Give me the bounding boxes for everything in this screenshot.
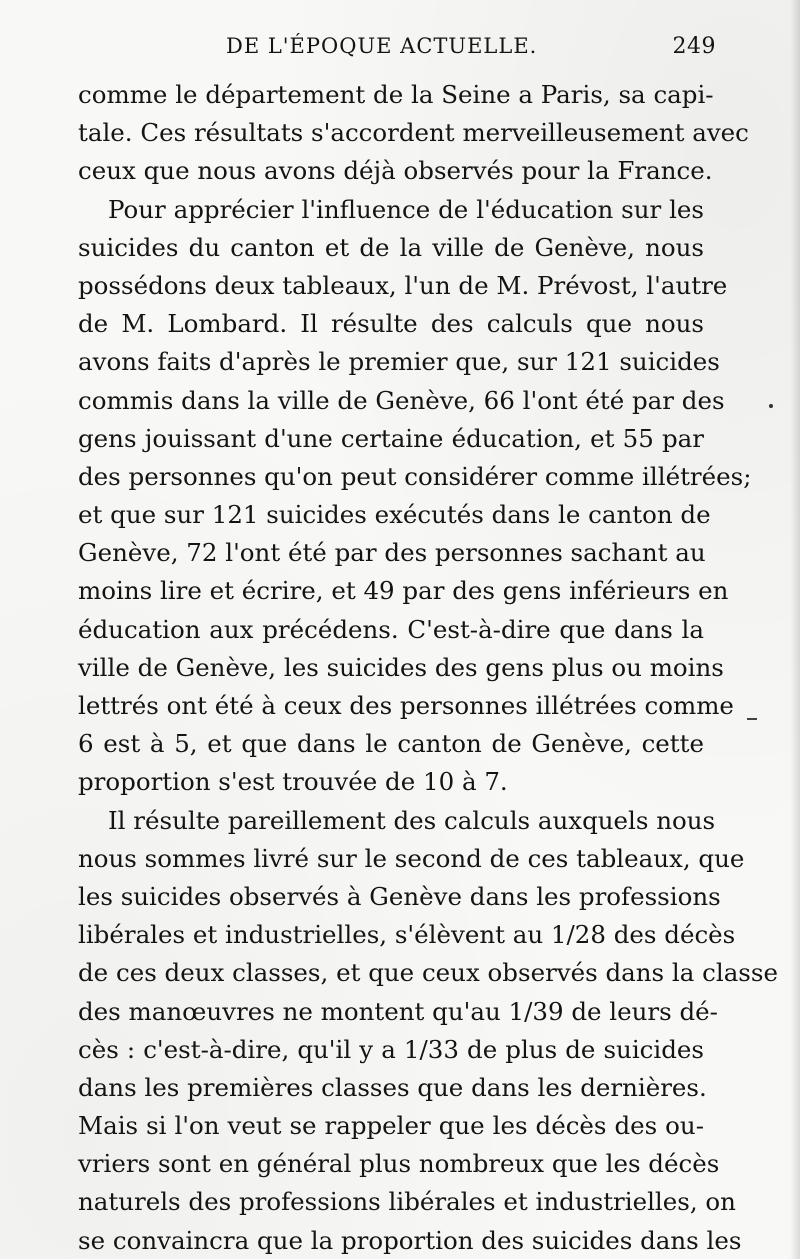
page-edge-shadow — [790, 0, 800, 1259]
text-line: moins lire et écrire, et 49 par des gens inférieurs en — [78, 576, 729, 606]
text-line: Genève, 72 l'ont été par des personnes sachant au — [78, 538, 706, 568]
text-line: possédons deux tableaux, l'un de M. Prévost, l'autre — [78, 270, 728, 300]
text-line: avons faits d'après le premier que, sur 121 suicides — [78, 347, 720, 377]
text-line: Mais si l'on veut se rappeler que les décès des ou- — [78, 1111, 704, 1141]
ink-speck — [769, 404, 773, 408]
text-line: proportion s'est trouvée de 10 à 7. — [78, 767, 508, 797]
text-line: naturels des professions libérales et industrielles, on — [78, 1187, 736, 1217]
text-line: se convaincra que la proportion des suicides dans les — [78, 1225, 742, 1255]
text-line: 6 est à 5, et que dans le canton de Genève, cette — [78, 729, 704, 759]
text-line: suicides du canton et de la ville de Genève, nous — [78, 232, 704, 262]
text-line: de ces deux classes, et que ceux observés dans la classe — [78, 958, 778, 988]
text-line: dans les premières classes que dans les dernières. — [78, 1072, 707, 1102]
text-line: ceux que nous avons déjà observés pour la France. — [78, 156, 713, 186]
text-line: libérales et industrielles, s'élèvent au 1/28 des décès — [78, 920, 736, 950]
text-line: des personnes qu'on peut considérer comme illétrées; — [78, 461, 752, 491]
text-line: ville de Genève, les suicides des gens plus ou moins — [78, 652, 724, 682]
text-line: les suicides observés à Genève dans les professions — [78, 881, 721, 911]
text-line: lettrés ont été à ceux des personnes illétrées comme — [78, 691, 734, 720]
text-line: éducation aux précédens. C'est-à-dire que dans la — [78, 614, 704, 644]
page-number: 249 — [672, 34, 716, 59]
text-line: comme le département de la Seine a Paris, sa capi- — [78, 80, 714, 109]
text-line: Pour apprécier l'influence de l'éducation sur les — [108, 194, 704, 224]
text-line: tale. Ces résultats s'accordent merveilleusement avec — [78, 118, 749, 148]
running-head-title: DE L'ÉPOQUE ACTUELLE. — [226, 34, 538, 58]
text-line: de M. Lombard. Il résulte des calculs que nous — [78, 309, 704, 339]
running-head — [0, 34, 800, 66]
body-text — [78, 76, 778, 1260]
text-line: gens jouissant d'une certaine éducation, et 55 par — [78, 423, 704, 453]
margin-mark — [747, 718, 757, 720]
text-line: vriers sont en général plus nombreux que les décès — [78, 1149, 720, 1179]
text-line: cès : c'est-à-dire, qu'il y a 1/33 de plus de suicides — [78, 1034, 704, 1064]
text-line: et que sur 121 suicides exécutés dans le canton de — [78, 500, 711, 530]
text-line: Il résulte pareillement des calculs auxquels nous — [108, 805, 716, 835]
text-line: des manœuvres ne montent qu'au 1/39 de leurs dé- — [78, 996, 718, 1026]
text-line: commis dans la ville de Genève, 66 l'ont été par des — [78, 385, 725, 415]
text-line: nous sommes livré sur le second de ces tableaux, que — [78, 843, 745, 873]
